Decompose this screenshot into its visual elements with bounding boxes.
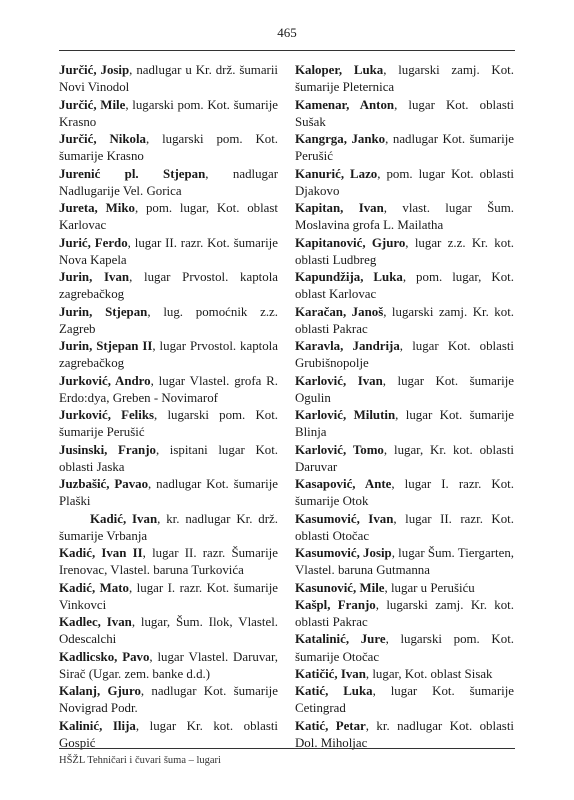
register-entry xyxy=(59,580,278,615)
register-entry xyxy=(295,666,514,683)
register-entry xyxy=(59,304,278,339)
entry-description: , lugarski pom. Kot. šumarije Otočac xyxy=(295,632,514,664)
register-entry xyxy=(59,511,278,546)
register-entry xyxy=(295,597,514,632)
entry-description: , lugar, Kr. kot. oblasti Daruvar xyxy=(295,442,514,474)
entry-description: , lugarski zamj. Kot. šumarije Pleternica xyxy=(295,63,514,95)
entry-name: Jureta, Miko xyxy=(59,201,135,215)
entry-description: , lugar z.z. Kr. kot. oblasti Ludbreg xyxy=(295,235,514,267)
register-entry xyxy=(295,338,514,373)
entry-name: Jurin, Stjepan II xyxy=(59,339,153,353)
entry-description: , lugar I. razr. Kot. šumarije Vinkovci xyxy=(59,580,278,612)
entry-name: Jurković, Andro xyxy=(59,373,151,388)
register-entry xyxy=(59,683,278,718)
register-entry xyxy=(59,407,278,442)
entry-name: Kadlec, Ivan xyxy=(59,615,132,629)
register-entry xyxy=(295,631,514,666)
entry-name: Kasumović, Josip xyxy=(295,546,392,560)
entry-description: , lugarski zamj. Kr. kot. oblasti Pakrac xyxy=(295,304,514,336)
entry-name: Kadić, Ivan II xyxy=(59,546,143,560)
entry-name: Katić, Petar xyxy=(295,718,366,733)
entry-name: Kasunović, Mile xyxy=(295,580,385,595)
entry-name: Kamenar, Anton xyxy=(295,97,395,112)
entry-name: Kapitanović, Gjuro xyxy=(295,235,406,250)
entry-description: , lugar II. razr. Šumarije Irenovac, Vlastel. baruna Turkovića xyxy=(59,546,278,578)
right-column xyxy=(295,62,514,752)
entry-description: , kr. nadlugar Kr. drž. šumarije Vrbanja xyxy=(59,511,278,543)
entry-name: Jurić, Ferdo xyxy=(59,235,128,250)
entry-name: Kadić, Mato xyxy=(59,580,129,595)
entry-name: Jurin, Ivan xyxy=(59,270,130,284)
entry-description: , lugar Vlastel. Daruvar, Sirač (Ugar. zem. banke d.d.) xyxy=(59,649,278,681)
entry-description: , lugar Kot. oblasti Sušak xyxy=(295,97,514,129)
entry-description: , nadlugar Nadlugarije Vel. Gorica xyxy=(59,166,278,198)
register-entry xyxy=(295,62,514,97)
register-entry xyxy=(59,718,278,753)
entry-description: , vlast. lugar Šum. Moslavina grofa L. Mailatha xyxy=(295,201,515,233)
entry-description: , lugar Vlastel. grofa R. Erdo:dya, Greben - Novimarof xyxy=(59,373,279,405)
entry-description: , lugar Prvostol. kaptola zagrebačkog xyxy=(59,270,278,302)
entry-name: Jurković, Feliks xyxy=(59,408,155,422)
entry-name: Kaloper, Luka xyxy=(295,63,384,77)
register-entry xyxy=(295,235,514,270)
register-entry xyxy=(59,649,278,684)
register-entry xyxy=(295,718,514,753)
footer-rule xyxy=(59,748,515,749)
register-entry xyxy=(295,97,514,132)
left-column xyxy=(59,62,278,752)
entry-name: Kapundžija, Luka xyxy=(295,270,403,284)
entry-name: Kalinić, Ilija xyxy=(59,718,136,733)
entry-description: , lugarski pom. Kot. šumarije Krasno xyxy=(59,97,278,129)
register-entry xyxy=(59,338,278,373)
entry-description: , nadlugar u Kr. drž. šumarii Novi Vinodol xyxy=(59,63,279,95)
entry-name: Kangrga, Janko xyxy=(295,132,386,146)
entry-description: , lugarski pom. Kot. šumarije Krasno xyxy=(59,132,279,164)
page-number: 465 xyxy=(277,25,297,40)
entry-description: , lugar Šum. Tiergarten, Vlastel. baruna Gutmanna xyxy=(295,546,514,578)
entry-description: , pom. lugar Kot. oblasti Djakovo xyxy=(295,166,514,198)
entry-description: , lugar II. razr. Kot. oblasti Otočac xyxy=(295,511,514,543)
entry-description: , lugar Kot. oblasti Grubišnopolje xyxy=(295,339,514,371)
entry-description: , nadlugar Kot. šumarije Plaški xyxy=(59,477,278,509)
entry-description: , lugar, Šum. Ilok, Vlastel. Odescalchi xyxy=(59,615,279,647)
entry-description: , lugar Kot. šumarije Blinja xyxy=(295,408,514,440)
register-entry xyxy=(295,683,514,718)
register-entry xyxy=(59,373,278,408)
footer-text: HŠŽL Tehničari i čuvari šuma – lugari xyxy=(59,755,221,766)
entry-description: , lugar II. razr. Kot. šumarije Nova Kapela xyxy=(59,235,278,267)
entry-description: , lugar Prvostol. kaptola zagrebačkog xyxy=(59,339,278,371)
register-entry xyxy=(295,200,514,235)
entry-name: Kasapović, Ante xyxy=(295,477,392,491)
entry-description: , lugar u Perušiću xyxy=(384,580,475,595)
register-entry xyxy=(59,614,278,649)
entry-name: Katalinić, Jure xyxy=(295,632,386,647)
entry-name: Jurenić pl. Stjepan xyxy=(59,166,206,181)
entry-name: Karlović, Tomo xyxy=(295,442,384,457)
entry-description: , nadlugar Kot. šumarije Novigrad Podr. xyxy=(59,684,278,716)
register-entry xyxy=(59,235,278,270)
entry-name: Kadić, Ivan xyxy=(90,511,158,526)
entry-name: Katičić, Ivan xyxy=(295,666,366,681)
register-entry xyxy=(59,269,278,304)
entry-name: Jurčić, Josip xyxy=(59,63,130,77)
register-entry xyxy=(295,580,514,597)
entry-description: , lugar Kr. kot. oblasti Gospić xyxy=(59,718,278,750)
register-entry xyxy=(59,131,278,166)
entry-description: , lugarski pom. Kot. šumarije Perušić xyxy=(59,408,279,440)
register-entry xyxy=(59,545,278,580)
entry-name: Kanurić, Lazo xyxy=(295,166,378,181)
entry-name: Juzbašić, Pavao xyxy=(59,477,149,491)
entry-description: , ispitani lugar Kot. oblasti Jaska xyxy=(59,442,278,474)
register-entry xyxy=(295,476,514,511)
register-entry xyxy=(295,511,514,546)
entry-name: Karačan, Janoš xyxy=(295,304,384,319)
register-entry xyxy=(295,442,514,477)
entry-name: Karlović, Milutin xyxy=(295,408,396,422)
entry-name: Karavla, Jandrija xyxy=(295,339,400,353)
entry-description: , kr. nadlugar Kot. oblasti Dol. Miholjac xyxy=(295,718,514,750)
register-entry xyxy=(295,269,514,304)
entry-name: Jusinski, Franjo xyxy=(59,442,156,457)
register-entry xyxy=(59,97,278,132)
entry-description: , nadlugar Kot. šumarije Perušić xyxy=(295,132,515,164)
entry-description: , lugar I. razr. Kot. šumarije Otok xyxy=(295,477,514,509)
entry-description: , lugar Kot. šumarije Cetingrad xyxy=(295,684,514,716)
register-entry xyxy=(59,166,278,201)
register-entry xyxy=(295,407,514,442)
entry-name: Kapitan, Ivan xyxy=(295,201,384,215)
entry-name: Kasumović, Ivan xyxy=(295,511,394,526)
entry-name: Jurin, Stjepan xyxy=(59,304,148,319)
register-entry xyxy=(295,166,514,201)
entry-description: , pom. lugar, Kot. oblast Karlovac xyxy=(295,270,514,302)
register-entry xyxy=(59,476,278,511)
register-entry xyxy=(59,62,278,97)
entry-description: , lug. pomoćnik z.z. Zagreb xyxy=(59,304,279,336)
entry-name: Kašpl, Franjo xyxy=(295,597,376,612)
entry-name: Kalanj, Gjuro xyxy=(59,684,141,698)
header-rule xyxy=(59,50,515,51)
entry-name: Jurčić, Nikola xyxy=(59,132,146,146)
register-entry xyxy=(295,545,514,580)
register-entry xyxy=(59,200,278,235)
entry-name: Jurčić, Mile xyxy=(59,97,126,112)
entry-description: , lugar, Kot. oblast Sisak xyxy=(365,666,493,681)
entry-description: , pom. lugar, Kot. oblast Karlovac xyxy=(59,201,278,233)
register-entry xyxy=(59,442,278,477)
entry-description: , lugar Kot. šumarije Ogulin xyxy=(295,373,514,405)
entry-description: , lugarski zamj. Kr. kot. oblasti Pakrac xyxy=(295,597,514,629)
register-entry xyxy=(295,373,514,408)
entry-name: Kadlicsko, Pavo xyxy=(59,649,150,664)
register-entry xyxy=(295,304,514,339)
entry-name: Katić, Luka xyxy=(295,684,373,698)
register-entry xyxy=(295,131,514,166)
entry-name: Karlović, Ivan xyxy=(295,373,383,388)
